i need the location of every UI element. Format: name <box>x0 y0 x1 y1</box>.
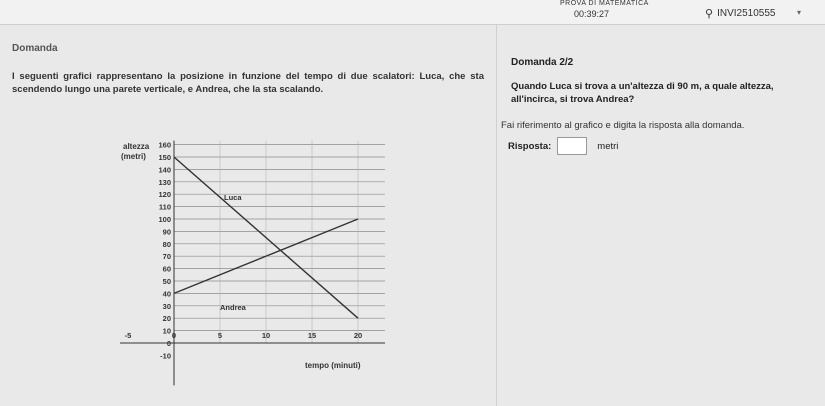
x-axis-label: tempo (minuti) <box>305 361 361 370</box>
x-tick-label-4: 15 <box>307 331 317 340</box>
y-tick-label-7: 60 <box>162 264 171 274</box>
x-tick-label-2: 5 <box>217 331 223 340</box>
y-axis-label-unit: (metri) <box>121 152 146 161</box>
instruction-hint: Fai riferimento al grafico e digita la risposta alla domanda. <box>501 120 745 131</box>
y-axis-label: altezza <box>123 142 150 151</box>
y-tick-label-11: 100 <box>158 215 171 224</box>
top-bar <box>0 0 825 25</box>
y-tick-label-2: 10 <box>162 326 171 336</box>
chart-ticks <box>125 141 363 361</box>
section-label: Domanda <box>12 43 58 54</box>
exam-title: PROVA DI MATEMATICA <box>560 0 649 7</box>
y-tick-label-5: 40 <box>162 289 171 299</box>
series-label-andrea: Andrea <box>220 303 246 312</box>
y-tick-label-8: 70 <box>162 252 171 262</box>
answer-input[interactable] <box>557 137 587 155</box>
question-number: Domanda 2/2 <box>511 57 574 68</box>
y-tick-label-15: 140 <box>158 165 171 175</box>
y-tick-label-3: 20 <box>162 314 171 324</box>
y-tick-label-16: 150 <box>158 153 171 162</box>
y-tick-label-17: 160 <box>158 140 171 150</box>
user-icon: ⚲ <box>705 8 714 20</box>
chevron-down-icon[interactable]: ▾ <box>797 8 802 17</box>
y-tick-label-4: 30 <box>162 301 171 311</box>
y-tick-label-0: -10 <box>160 351 171 361</box>
user-code: INVI2510555 <box>717 8 776 19</box>
y-tick-label-13: 120 <box>158 190 171 200</box>
y-tick-label-9: 80 <box>162 239 171 249</box>
y-tick-label-14: 130 <box>158 177 171 187</box>
x-tick-label-1: 0 <box>171 331 177 340</box>
y-tick-label-12: 110 <box>158 202 171 212</box>
question-stem-panel <box>0 25 490 406</box>
x-tick-label-0: -5 <box>124 331 132 340</box>
answer-label: Risposta: <box>508 140 552 152</box>
answer-unit: metri <box>597 140 619 152</box>
x-tick-label-5: 20 <box>353 331 363 340</box>
y-tick-label-10: 90 <box>162 227 171 237</box>
series-label-luca: Luca <box>224 193 242 202</box>
answer-row <box>508 137 618 155</box>
question-panel <box>496 25 825 406</box>
timer: 00:39:27 <box>574 9 610 19</box>
user-menu[interactable] <box>705 7 775 20</box>
chart-grid <box>171 141 385 343</box>
question-stem: I seguenti grafici rappresentano la posizione in funzione del tempo di due scalatori: Luca, che sta scendendo lungo una parete verticale, e Andrea, che la sta scalando. <box>12 71 484 95</box>
y-tick-label-6: 50 <box>162 277 171 286</box>
y-tick-label-1: 0 <box>166 339 171 348</box>
position-time-chart <box>0 25 490 406</box>
question-text: Quando Luca si trova a un'altezza di 90 m, a quale altezza, all'incirca, si trova Andrea? <box>511 81 774 105</box>
x-tick-label-3: 10 <box>261 331 271 340</box>
